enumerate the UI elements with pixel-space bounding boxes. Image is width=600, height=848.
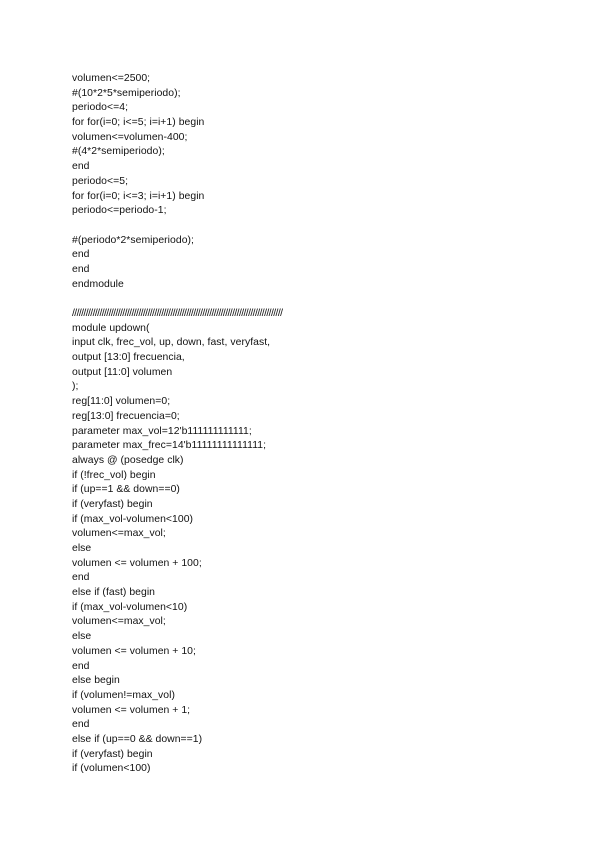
code-line: endmodule [72,278,124,290]
code-line: volumen<=max_vol; [72,616,166,628]
code-line: parameter max_frec=14'b11111111111111; [72,440,267,452]
code-line: #(4*2*semiperiodo); [72,146,165,158]
code-line: end [72,660,90,672]
code-line: output [13:0] frecuencia, [72,352,185,364]
code-line: volumen<=max_vol; [72,528,166,540]
code-line: periodo<=periodo-1; [72,205,167,217]
code-line: end [72,249,90,261]
code-listing [72,72,572,777]
code-line: if (volumen!=max_vol) [72,689,175,701]
code-line: for for(i=0; i<=5; i=i+1) begin [72,117,205,129]
code-line: always @ (posedge clk) [72,454,184,466]
code-line: else if (fast) begin [72,587,156,599]
code-line: if (veryfast) begin [72,748,153,760]
code-line: module updown( [72,322,150,334]
code-line: output [11:0] volumen [72,366,173,378]
code-line: reg[13:0] frecuencia=0; [72,410,180,422]
code-line: volumen <= volumen + 10; [72,645,196,657]
code-line: volumen <= volumen + 100; [72,557,202,569]
code-line: else begin [72,675,120,687]
code-line: periodo<=5; [72,175,129,187]
code-line: else if (up==0 && down==1) [72,733,203,745]
code-line: else [72,543,92,554]
code-line: periodo<=4; [72,102,129,114]
blank-line [72,292,572,307]
code-line: parameter max_vol=12'b111111111111; [72,425,252,437]
code-line: if (veryfast) begin [72,498,153,510]
code-line: end [72,263,90,275]
code-line: volumen<=2500; [72,73,151,84]
code-line: volumen<=volumen-400; [72,131,188,143]
code-line: #(10*2*5*semiperiodo); [72,87,181,99]
code-line: if (up==1 && down==0) [72,484,180,496]
code-line: if (max_vol-volumen<100) [72,513,194,525]
code-line: #(periodo*2*semiperiodo); [72,234,194,246]
code-line: end [72,572,90,584]
code-line: end [72,161,90,173]
code-line: if (volumen<100) [72,763,151,775]
code-line: input clk, frec_vol, up, down, fast, veryfast, [72,337,271,349]
code-line: if (!frec_vol) begin [72,469,156,481]
code-line: end [72,719,90,731]
code-line: volumen <= volumen + 1; [72,704,191,716]
blank-line [72,219,572,234]
code-line: for for(i=0; i<=3; i=i+1) begin [72,190,205,202]
code-line: if (max_vol-volumen<10) [72,601,188,613]
code-line: ); [72,381,79,393]
code-line: reg[11:0] volumen=0; [72,396,171,408]
code-line: //////////////////////////////////////////////////////////////////////////////////////////// [72,308,283,319]
code-line: else [72,631,92,643]
